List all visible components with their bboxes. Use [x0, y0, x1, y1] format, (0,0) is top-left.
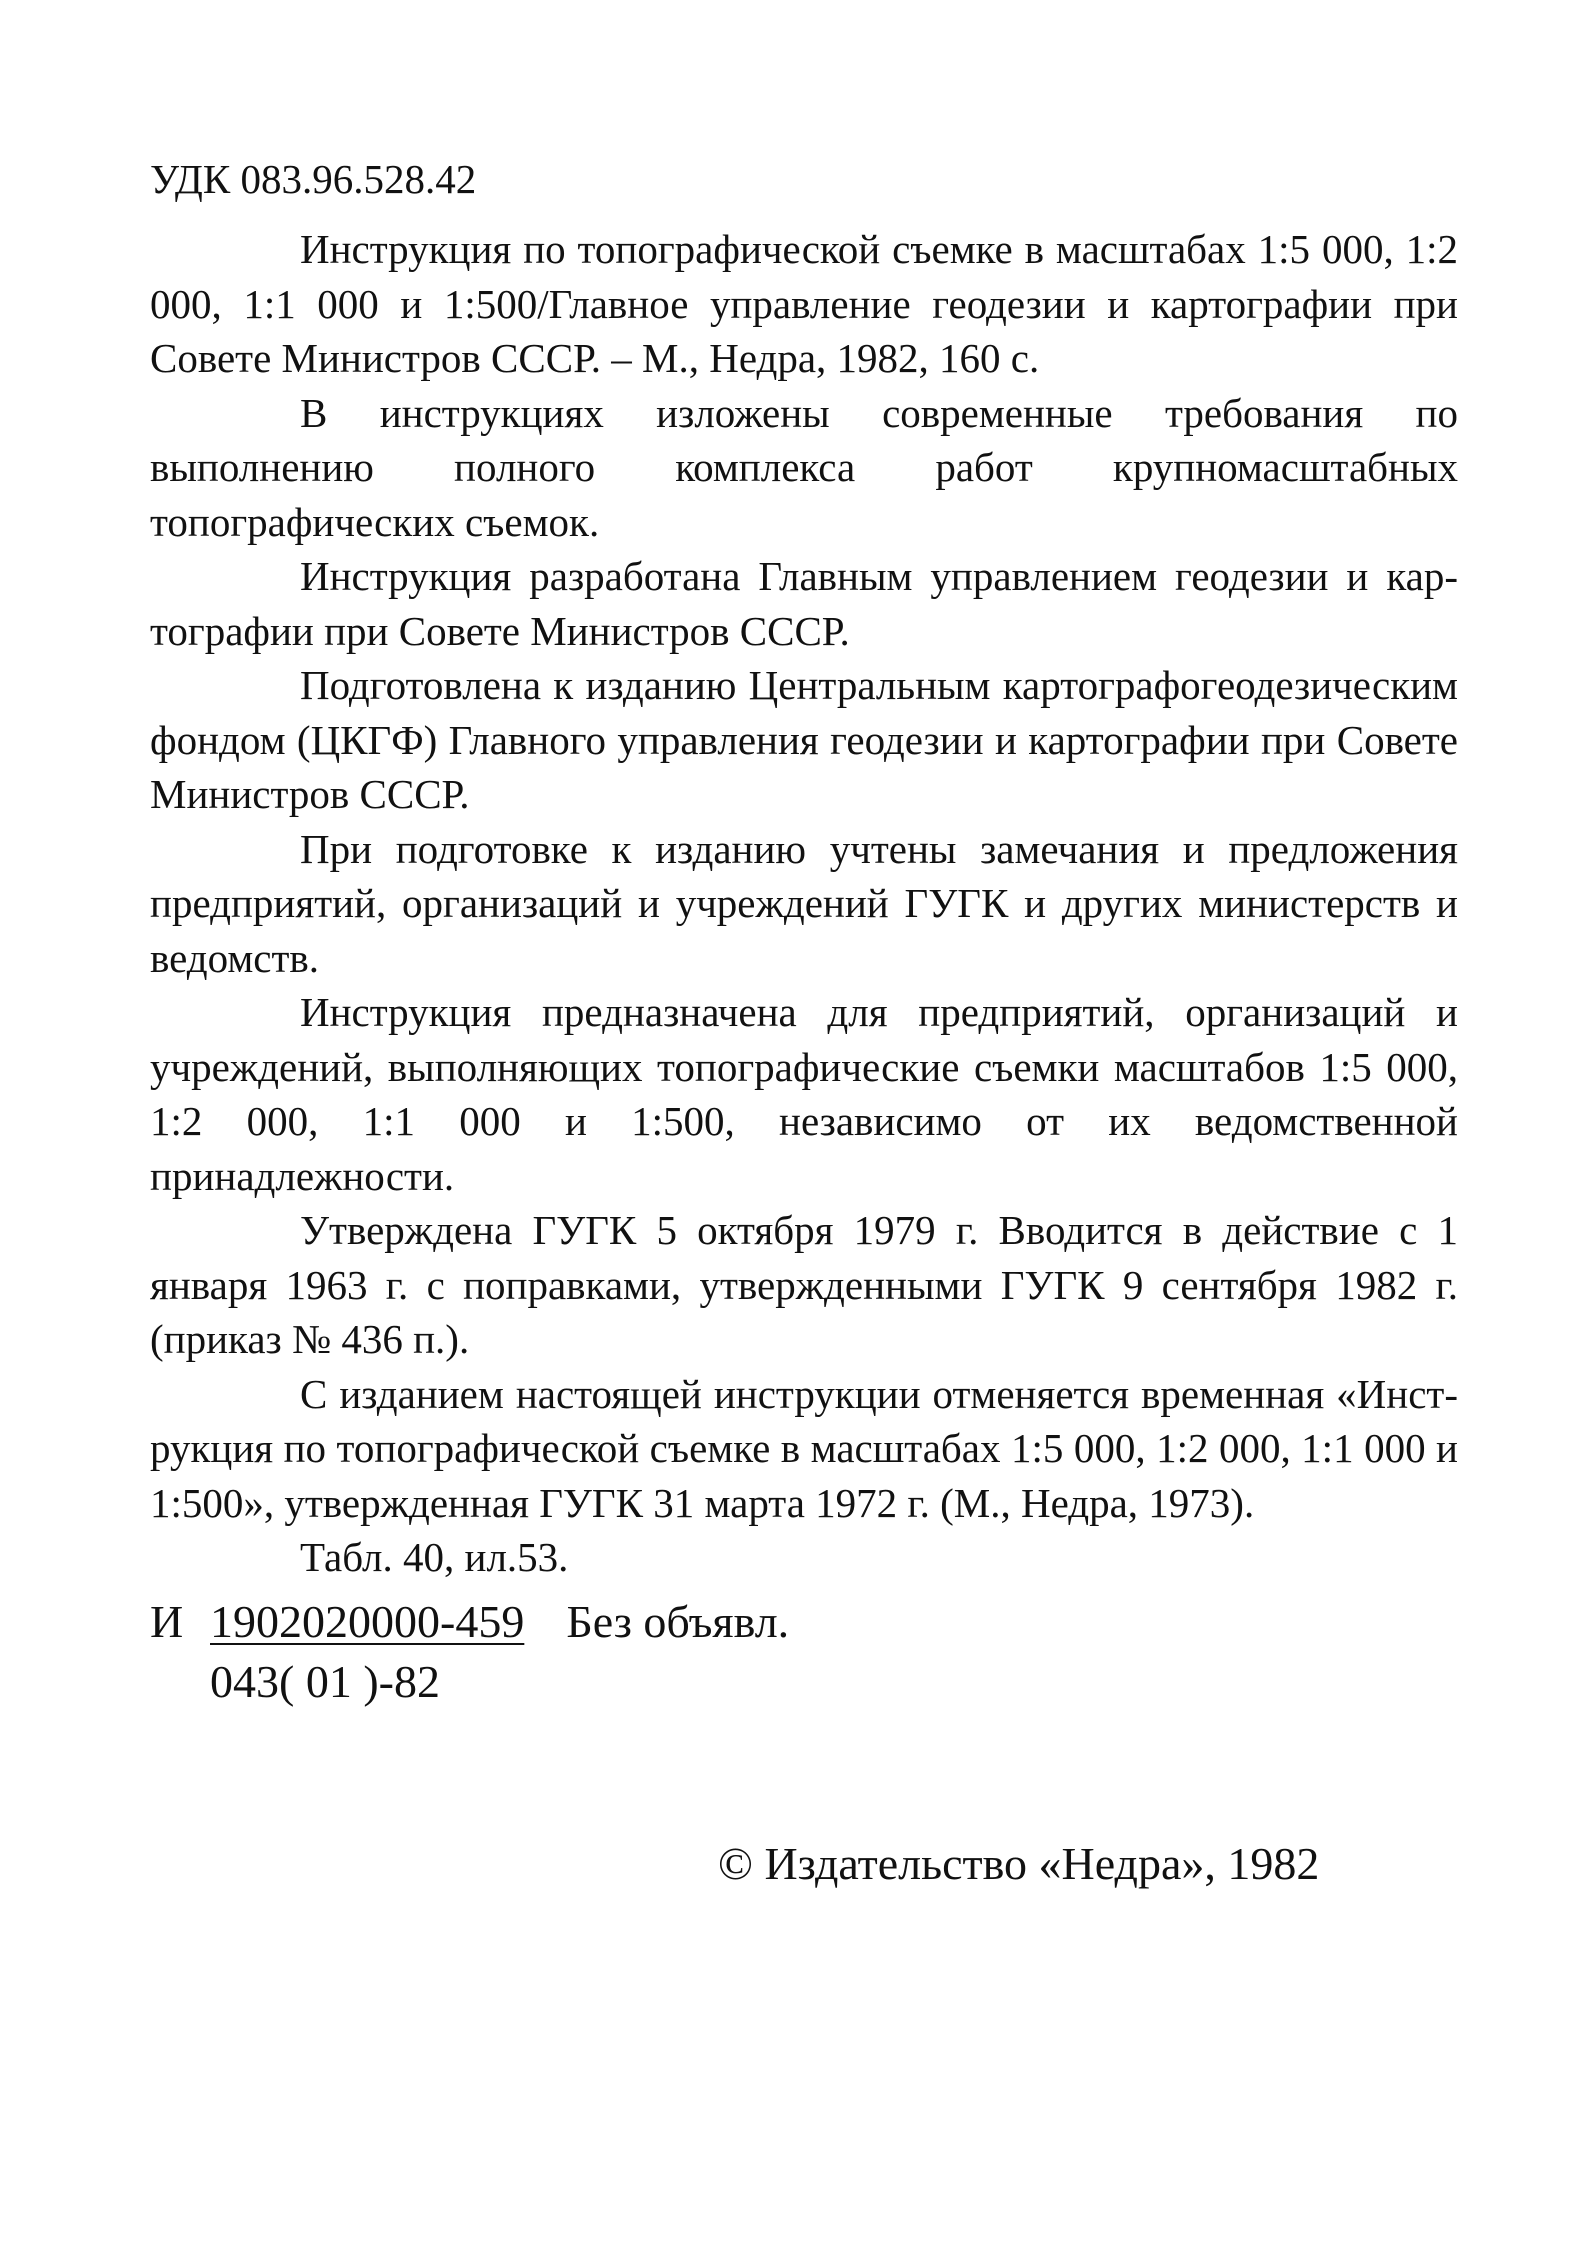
comments-paragraph: При подготовке к изданию учтены замечания и предложения предприятий, организаций и учреждений ГУГК и других министерств и ведомств.: [150, 825, 1458, 981]
imprint-code-denominator: 043( 01 )-82: [210, 1656, 440, 1707]
supersedes-paragraph: С изданием настоящей инструкции отменяется временная «Инструкция по топографической съемке в масштабах 1:5 000, 1:2 000, 1:1 000 и 1:500», утвержденная ГУГК 31 марта 1972 г. (М., Недра, 1973).: [150, 1370, 1458, 1526]
imprint-price-note: Без объявл.: [566, 1596, 790, 1647]
copyright-notice: © Издательство «Недра», 1982: [718, 1838, 1320, 1889]
imprint-row-top: [150, 1592, 789, 1652]
abstract-paragraph: В инструкциях изложены современные требования по выполнению полного комплекса работ крупномасштабных топографических съемок.: [150, 389, 1458, 545]
udk-code: УДК 083.96.528.42: [150, 156, 477, 202]
publication-imprint: [150, 1592, 789, 1712]
annotation-body: [150, 222, 1458, 1585]
developer-paragraph: Инструкция разработана Главным управлением геодезии и картографии при Совете Министров СССР.: [150, 553, 1458, 654]
tables-illustrations-count: Табл. 40, ил.53.: [300, 1534, 569, 1580]
audience-paragraph: Инструкция предназначена для предприятий, организаций и учреждений, выполняющих топографические съемки масштабов 1:5 000, 1:2 000, 1:1 000 и 1:500, независимо от их ведомственной принадлежности.: [150, 989, 1458, 1199]
imprint-letter: И: [150, 1596, 184, 1647]
imprint-code-numerator: 1902020000-459: [210, 1596, 525, 1647]
approval-paragraph: Утверждена ГУГК 5 октября 1979 г. Вводится в действие с 1 января 1963 г. с поправками, утвержденными ГУГК 9 сентября 1982 г. (приказ № 436 п.).: [150, 1207, 1458, 1362]
imprint-row-bottom: [150, 1652, 789, 1712]
bibliographic-description: Инструкция по топографической съемке в масштабах 1:5 000, 1:2 000, 1:1 000 и 1:500/Главное управление геодезии и картографии при Совете Министров СССР. – М., Недра, 1982, 160 с.: [150, 226, 1458, 381]
preparation-paragraph: Подготовлена к изданию Центральным картографогеодезическим фондом (ЦКГФ) Главного управления геодезии и картографии при Совете Министров СССР.: [150, 662, 1458, 817]
